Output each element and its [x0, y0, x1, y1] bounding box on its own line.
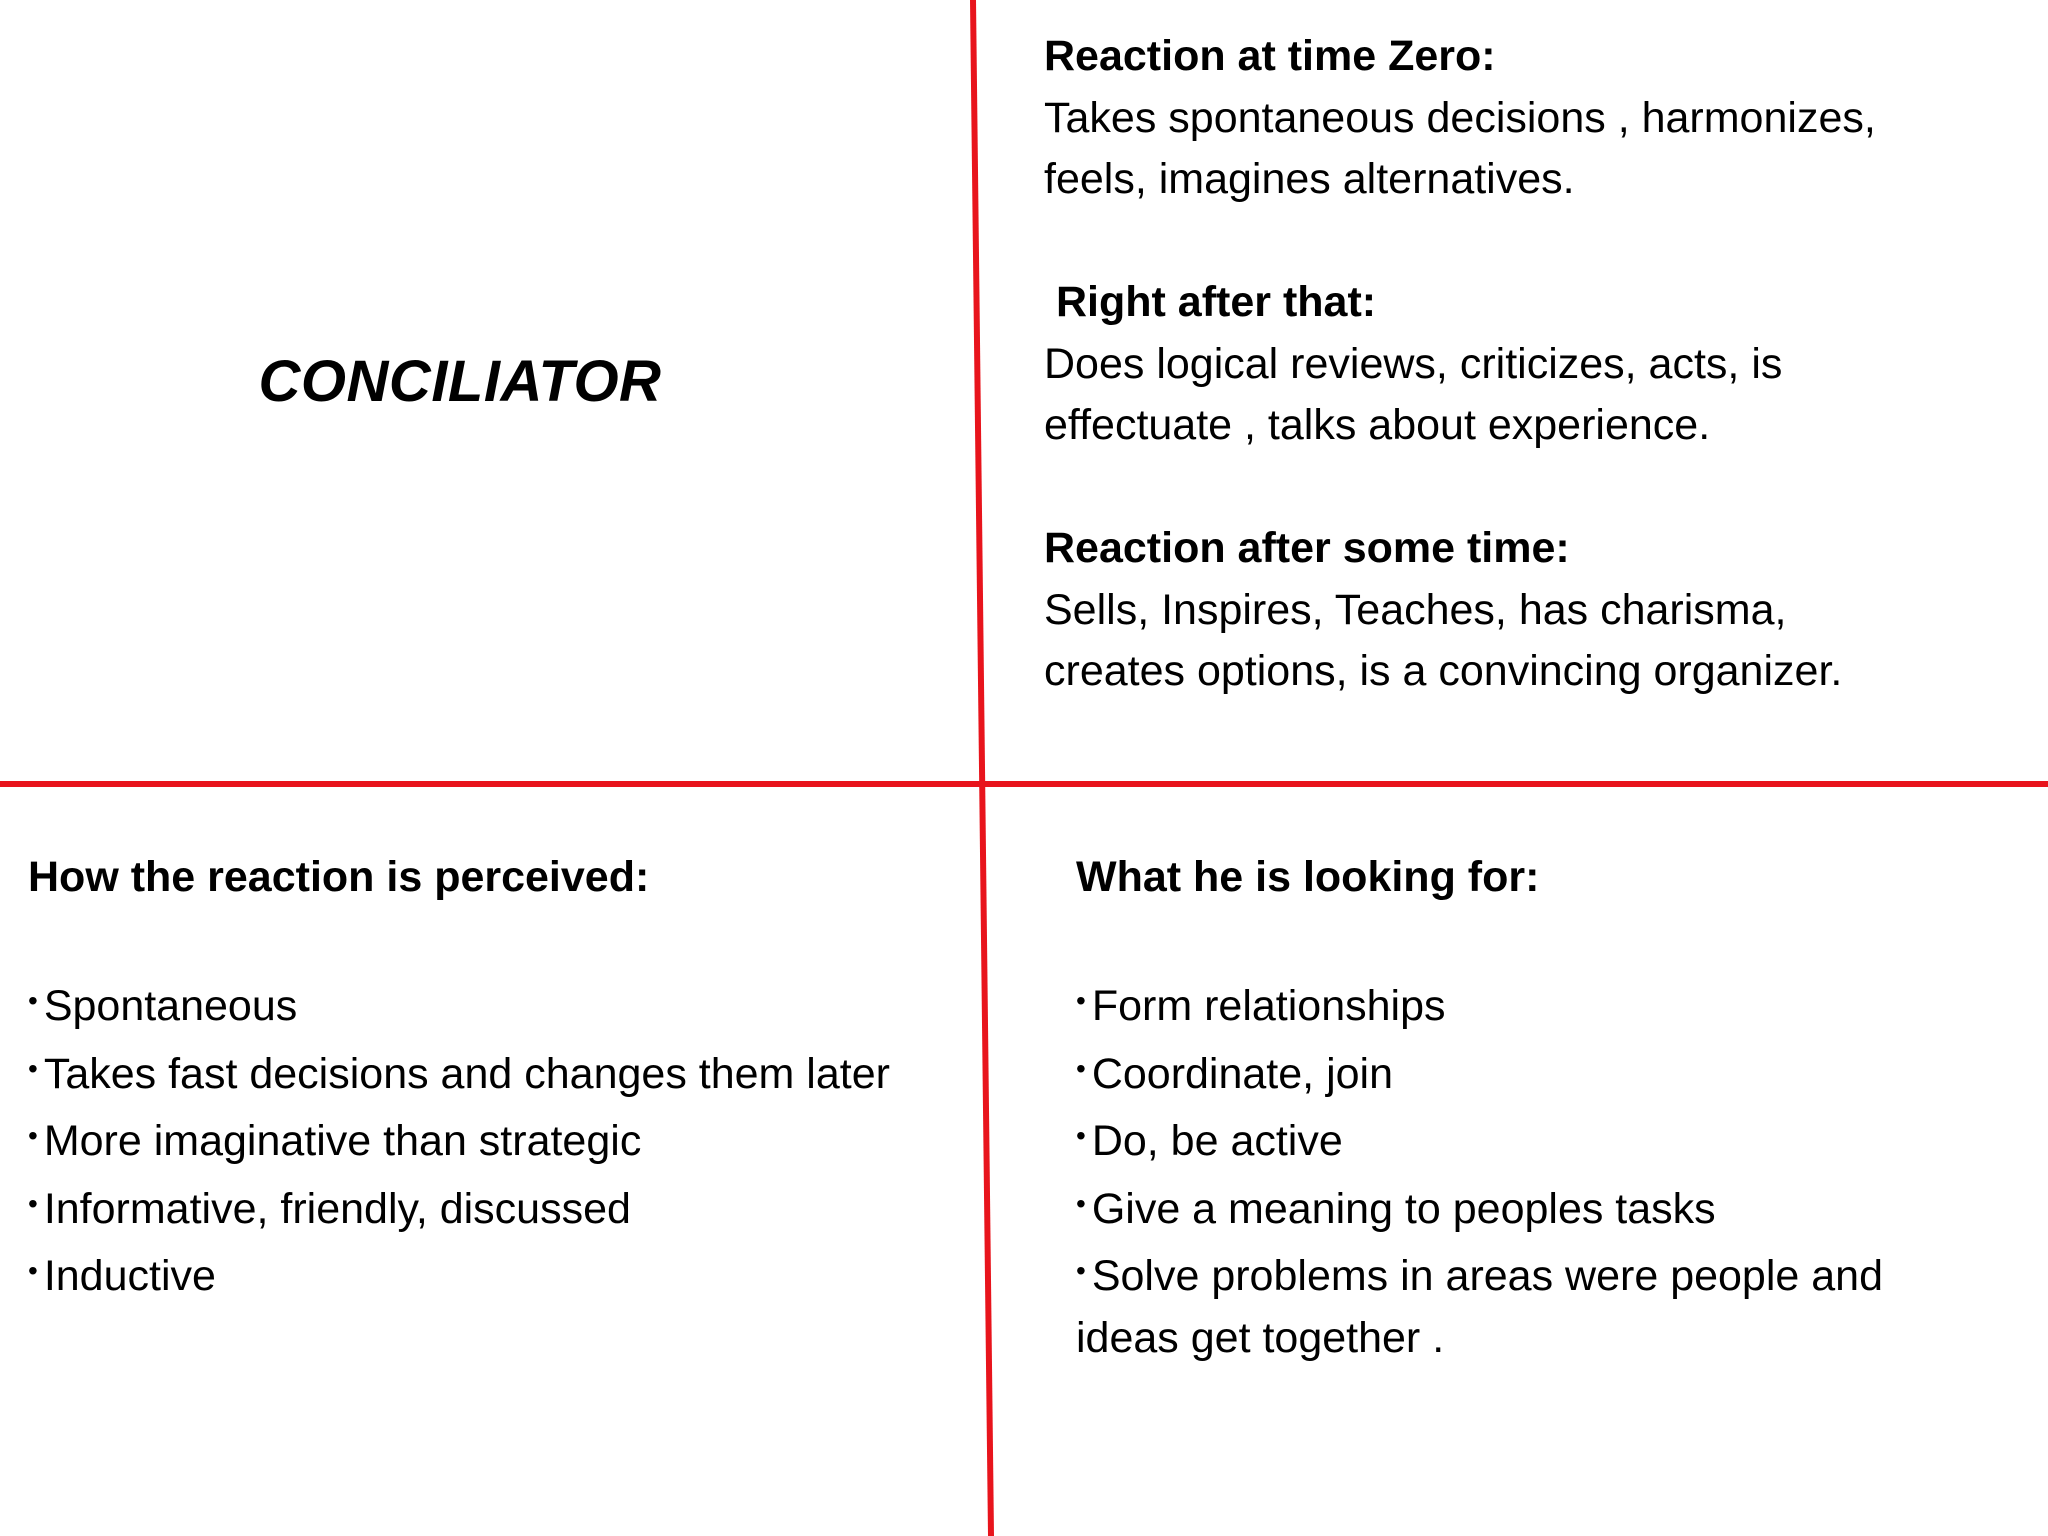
list-item: • Informative, friendly, discussed	[28, 1173, 890, 1241]
list-item: • Coordinate, join	[1076, 1038, 1883, 1106]
section-line: Takes spontaneous decisions , harmonizes,	[1044, 93, 1876, 142]
bullet-icon: •	[28, 985, 38, 1016]
list-item: • Takes fast decisions and changes them later	[28, 1038, 890, 1106]
section-line: Sells, Inspires, Teaches, has charisma,	[1044, 585, 1787, 634]
page-title: CONCILIATOR	[258, 349, 662, 414]
perceived-list	[28, 970, 890, 1308]
bottom-right-quadrant	[1076, 847, 1883, 1369]
list-item: • Solve problems in areas were people and	[1076, 1240, 1883, 1308]
list-item-continuation: ideas get together .	[1076, 1313, 1445, 1362]
section-line: feels, imagines alternatives.	[1044, 155, 1575, 203]
list-item: • More imaginative than strategic	[28, 1105, 890, 1173]
bullet-icon: •	[28, 1052, 38, 1084]
list-item: • Do, be active	[1076, 1105, 1883, 1173]
looking-for-list	[1076, 970, 1883, 1369]
list-item: • Form relationships	[1076, 970, 1883, 1038]
list-item: • Give a meaning to peoples tasks	[1076, 1173, 1883, 1241]
bottom-left-quadrant	[28, 847, 890, 1308]
bullet-icon: •	[1076, 1052, 1086, 1084]
bullet-icon: •	[1076, 985, 1086, 1016]
section-line: Does logical reviews, criticizes, acts, is	[1044, 339, 1783, 388]
list-item: • Inductive	[28, 1240, 890, 1308]
bullet-icon: •	[28, 1187, 38, 1219]
section-heading-reaction-zero: Reaction at time Zero:	[1044, 32, 1496, 80]
section-line: creates options, is a convincing organizer.	[1044, 647, 1843, 695]
bullet-icon: •	[28, 1120, 38, 1151]
looking-for-heading: What he is looking for:	[1076, 853, 1540, 901]
top-right-quadrant	[1044, 26, 1876, 703]
bullet-icon: •	[28, 1255, 38, 1286]
bullet-icon: •	[1076, 1187, 1086, 1219]
section-heading-right-after: Right after that:	[1056, 278, 1377, 326]
list-item: • Spontaneous	[28, 970, 890, 1038]
bullet-icon: •	[1076, 1120, 1086, 1151]
vertical-divider	[973, 0, 991, 1536]
perceived-heading: How the reaction is perceived:	[28, 853, 650, 901]
bullet-icon: •	[1076, 1255, 1086, 1286]
section-line: effectuate , talks about experience.	[1044, 401, 1711, 449]
section-heading-after-some-time: Reaction after some time:	[1044, 524, 1570, 572]
